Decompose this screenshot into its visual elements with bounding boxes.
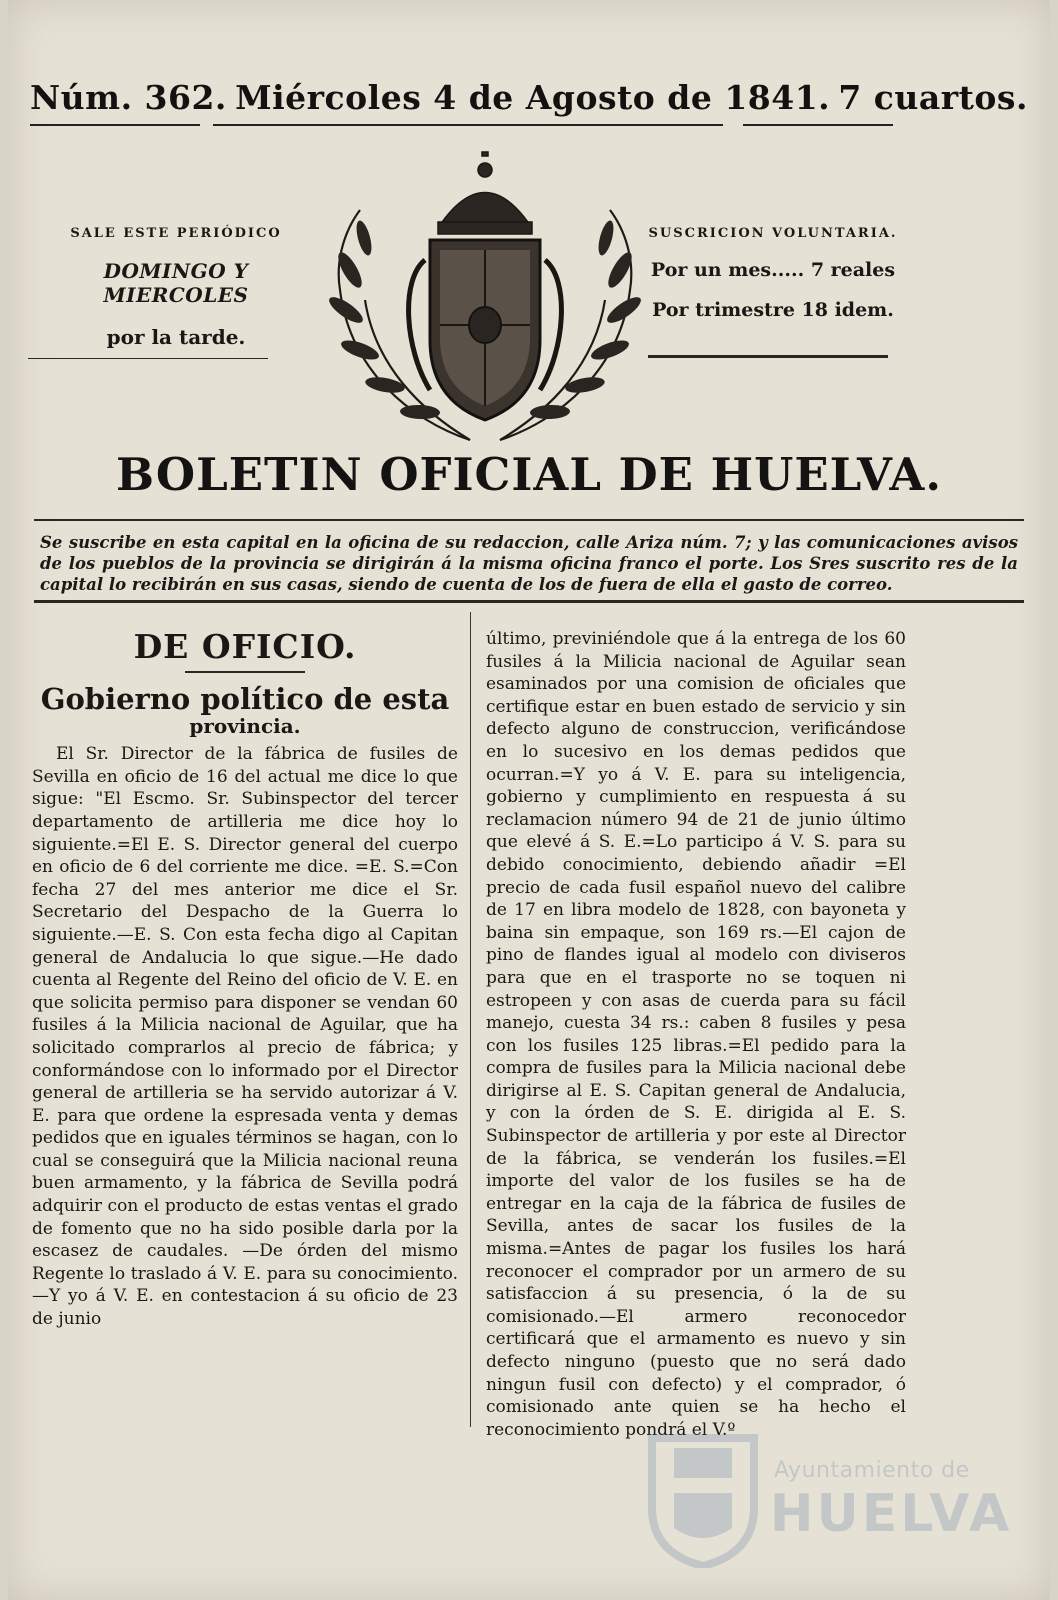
masthead-underline	[743, 124, 893, 126]
watermark-line-1: Ayuntamiento de	[774, 1458, 970, 1483]
column-divider	[470, 612, 471, 1427]
left-column	[32, 628, 458, 1331]
box-rule	[648, 355, 888, 358]
section-rule	[185, 671, 305, 673]
notice-rule	[34, 600, 1024, 603]
article-text-right: último, previniéndole que á la entrega de los 60 fusiles á la Milicia nacional de Aguilar sean esaminados por una comision de oficiales que certifique estar en buen estado de servicio y sin defecto alguno de construccion, verificándose en lo sucesivo en los demas pedidos que ocurran.=Y yo á V. E. para su inteligencia, gobierno y cumplimiento en respuesta á su reclamacion número 94 de 21 de junio último que elevé á S. E.=Lo participo á V. S. para su debido conocimiento, debiendo añadir =El precio de cada fusil español nuevo del calibre de 17 en libra modelo de 1828, con bayoneta y baina sin empaque, son 169 rs.—El cajon de pino de flandes igual al modelo con diviseros para que en el trasporte no se toquen ni estropeen y con asas de cuerda para su fácil manejo, cuesta 34 rs.: caben 8 fusiles y pesa con los fusiles 125 libras.=El pedido para la compra de fusiles para la Milicia nacional debe dirigirse al E. S. Capitan general de Andalucia, y con la órden de S. E. dirigida al E. S. Subinspector de artilleria y por este al Director de la fábrica, se venderán los fusiles.=El importe del valor de los fusiles se ha de entregar en la caja de la fábrica de fusiles de Sevilla, antes de sacar los fusiles de la misma.=Antes de pagar los fusiles los hará reconocer el comprador por un armero de su satisfaccion á su presencia, ó la de su comisionado.—El armero reconocedor certificará que el armamento es nuevo y sin defecto ninguno (puesto que no será dado ningun fusil con defecto) y el comprador, ó comisionado ante quien se ha hecho el reconocimiento pondrá el V.º	[486, 629, 906, 1440]
subscription-line-1: SUSCRICION VOLUNTARIA.	[648, 226, 898, 241]
masthead-underline	[30, 124, 200, 126]
article-text-left: El Sr. Director de la fábrica de fusiles de Sevilla en oficio de 16 del actual me dice lo que sigue: "El Escmo. Sr. Subinspector del tercer departamento de artilleria me dice hoy lo siguiente.=El E. S. Director general del cuerpo en oficio de 6 del corriente me dice. =E. S.=Con fecha 27 del mes anterior me dice el Sr. Secretario del Despacho de la Guerra lo siguiente.—E. S. Con esta fecha digo al Capitan general de Andalucia lo que sigue.—He dado cuenta al Regente del Reino del oficio de V. E. en que solicita permiso para disponer se vendan 60 fusiles á la Milicia nacional de Aguilar, que ha solicitado comprarlos al precio de fábrica; y conformándose con lo informado por el Director general de artilleria se ha servido autorizar á V. E. para que ordene la espresada venta y demas pedidos que en iguales términos se hagan, con lo cual se conseguirá que la Milicia nacional reuna buen armamento, y la fábrica de Sevilla podrá adquirir con el producto de estas ventas el grado de fomento que no ha sido posible darla por la escasez de caudales. —De órden del mismo Regente lo traslado á V. E. para su conocimiento.—Y yo á V. E. en contestacion á su oficio de 23 de junio	[32, 744, 458, 1330]
section-subheading: Gobierno político de esta	[40, 681, 450, 716]
watermark-line-2: HUELVA	[770, 1484, 1013, 1544]
schedule-line-1: SALE ESTE PERIÓDICO	[70, 226, 282, 241]
subscription-line-2: Por un mes..... 7 reales	[650, 259, 896, 281]
right-column	[486, 628, 906, 1441]
newspaper-title: BOLETIN OFICIAL DE HUELVA.	[116, 448, 942, 501]
shield-icon	[644, 1418, 762, 1568]
coat-of-arms-icon	[320, 150, 650, 450]
section-heading: DE OFICIO.	[133, 627, 357, 666]
subscription-notice: Se suscribe en esta capital en la oficina de su redaccion, calle Ariza núm. 7; y las comunicaciones avisos de los pueblos de la provincia se dirigirán á la misma oficina franco el porte. Los Sres suscrito res de la capital lo recibirán en sus casas, siendo de cuenta de los de fuera de ella el gasto de correo.	[40, 533, 1018, 594]
masthead	[30, 78, 1028, 117]
issue-price: 7 cuartos.	[838, 78, 1028, 117]
newspaper-page	[8, 0, 1050, 1600]
archive-watermark	[644, 1418, 1013, 1568]
subscription-line-3: Por trimestre 18 idem.	[652, 299, 894, 321]
schedule-line-2: DOMINGO Y MIERCOLES	[103, 259, 249, 307]
title-rule	[34, 519, 1024, 521]
box-rule	[28, 358, 268, 359]
section-subheading-2: provincia.	[189, 713, 301, 738]
issue-number: Núm. 362.	[30, 78, 227, 117]
schedule-line-3: por la tarde.	[106, 325, 246, 349]
masthead-underline	[213, 124, 723, 126]
subscription-prices	[648, 226, 898, 321]
issue-date: Miércoles 4 de Agosto de 1841.	[235, 78, 831, 117]
publication-schedule	[36, 226, 316, 349]
